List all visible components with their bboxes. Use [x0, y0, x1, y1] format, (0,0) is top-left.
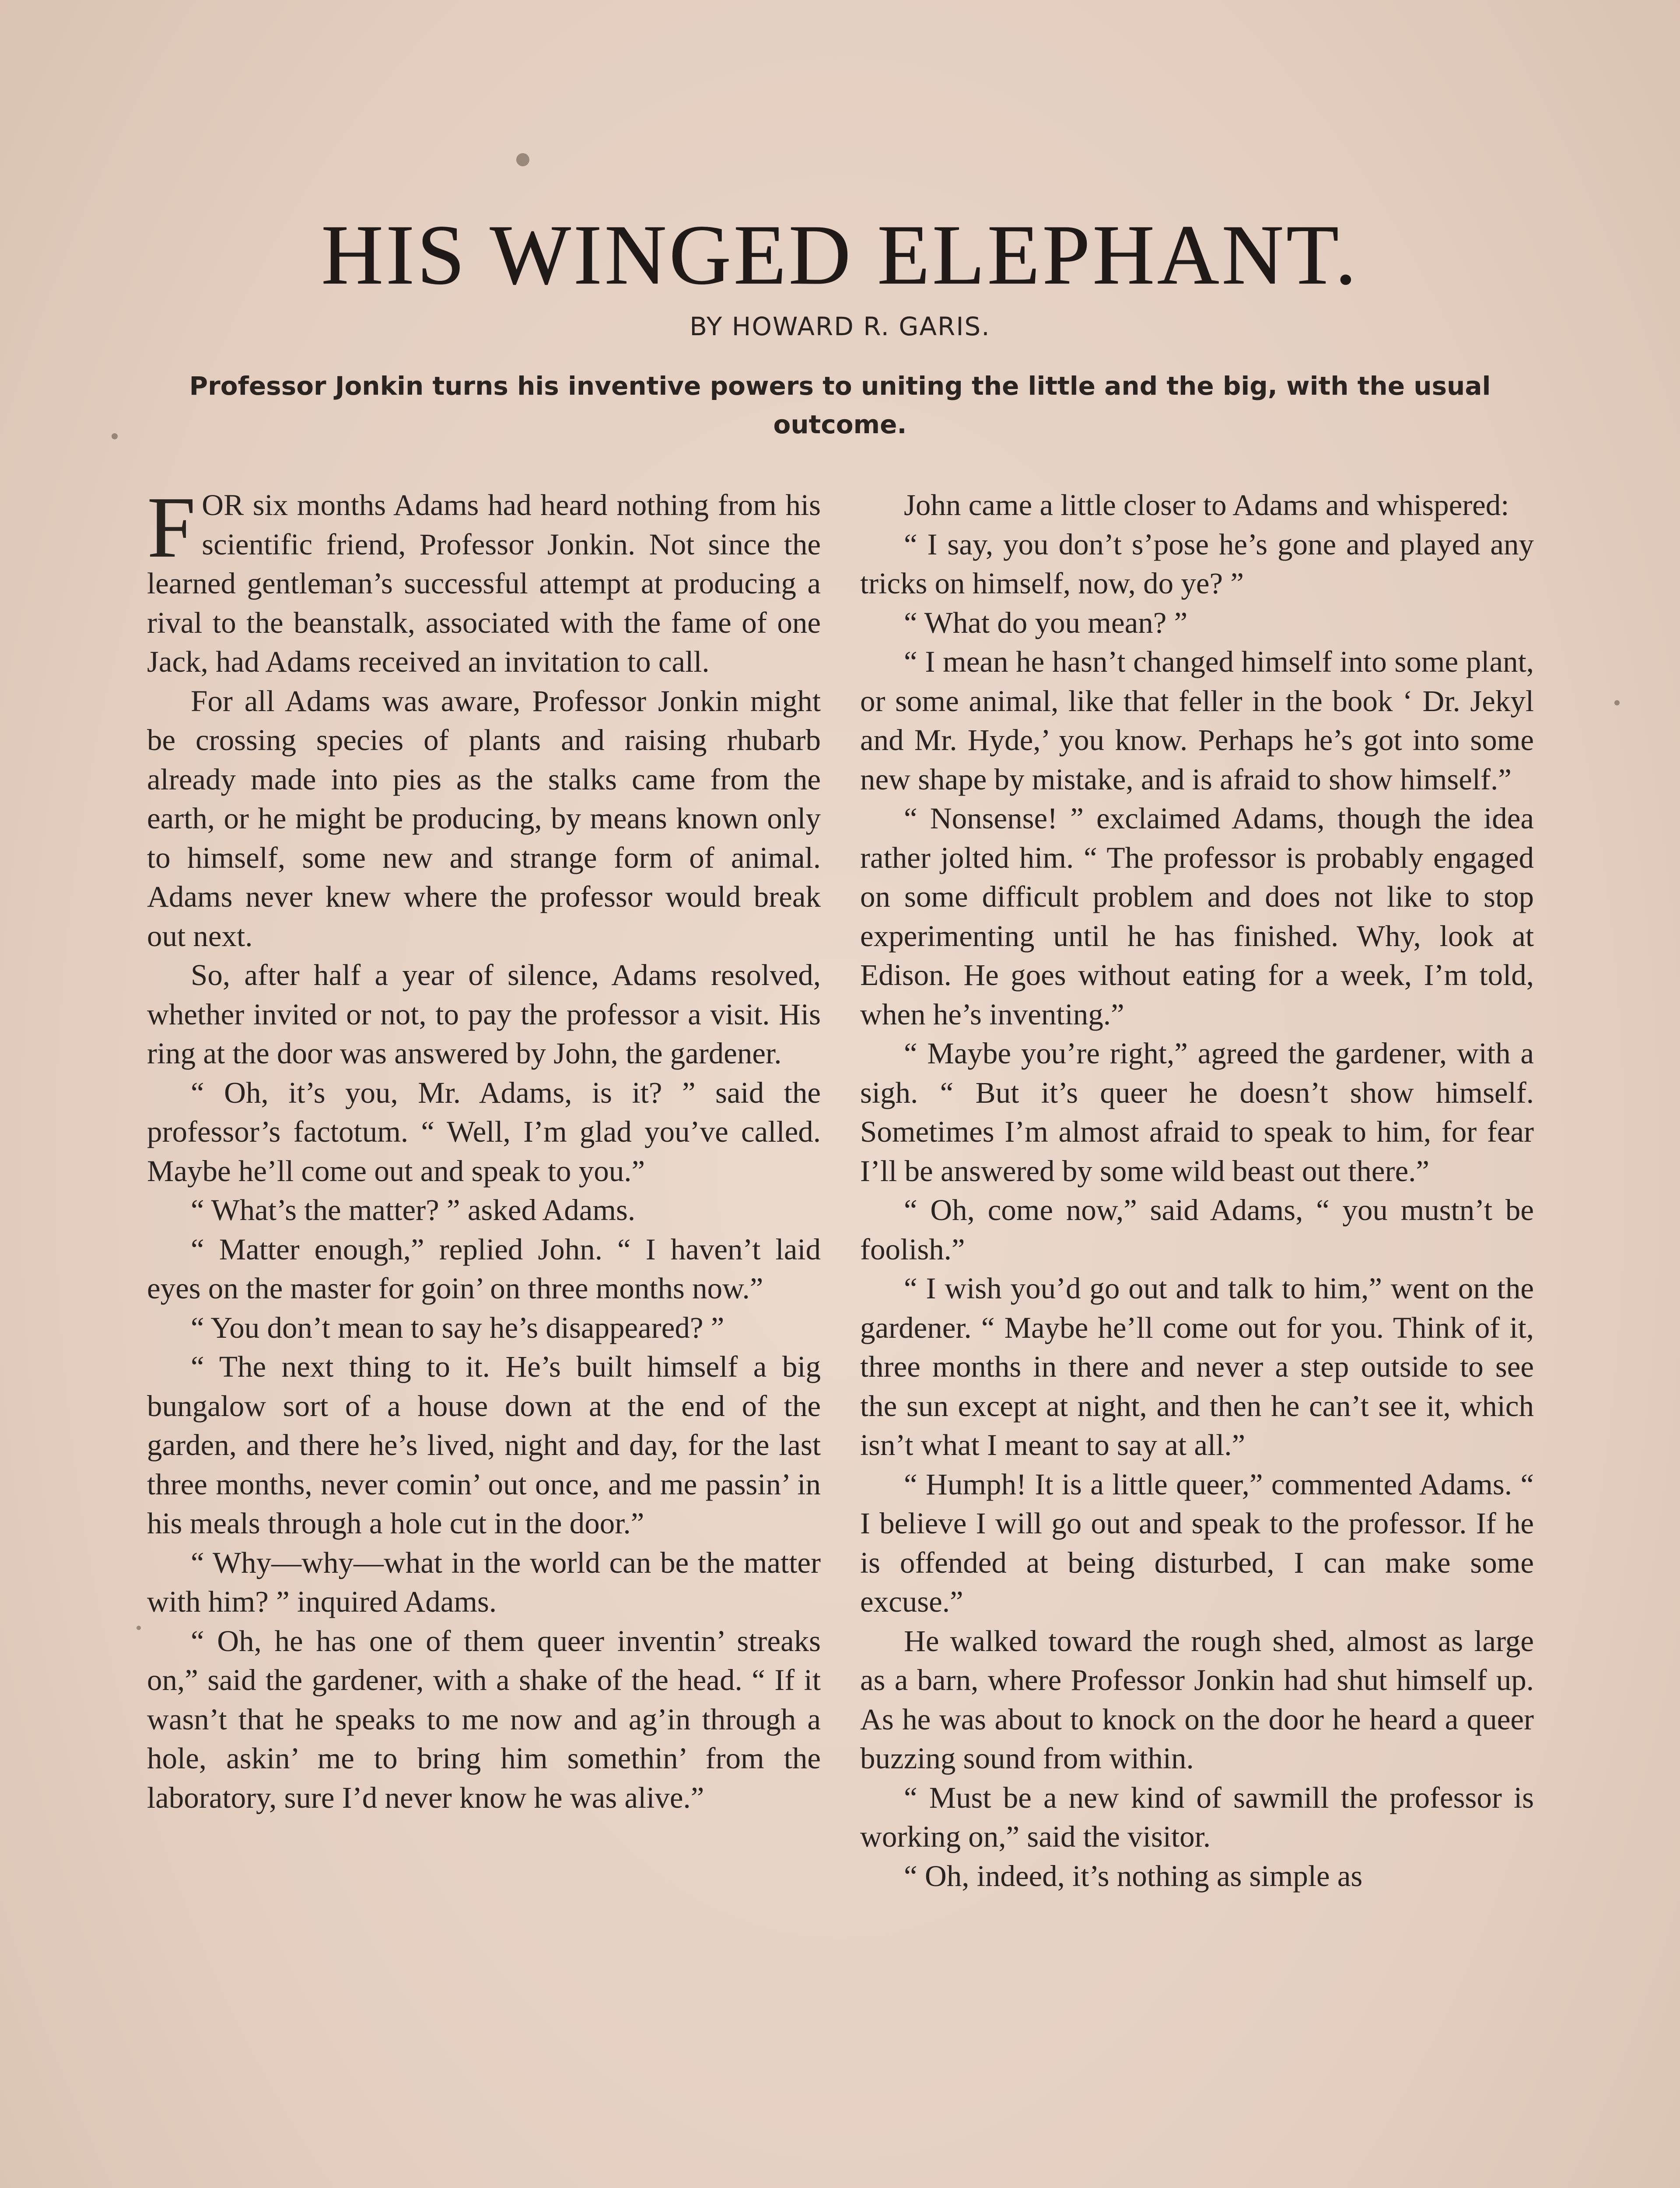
paragraph: “ Why—why—what in the world can be the matter with him? ” inquired Adams.	[147, 1546, 821, 1618]
paragraph: “ Oh, come now,” said Adams, “ you mustn’t be foolish.”	[860, 1193, 1534, 1266]
paper-speck	[136, 1626, 141, 1630]
paragraph	[147, 479, 821, 682]
paragraph: “ Must be a new kind of sawmill the professor is working on,” said the visitor.	[860, 1781, 1534, 1853]
paragraph: He walked toward the rough shed, almost as large as a barn, where Professor Jonkin had shut himself up. As he was about to knock on the door he heard a queer buzzing sound from within.	[860, 1624, 1534, 1775]
paragraph: “ You don’t mean to say he’s disappeared? ”	[191, 1311, 724, 1344]
paragraph: “ Humph! It is a little queer,” commented Adams. “ I believe I will go out and speak to the professor. If he is offended at being disturbed, I can make some excuse.”	[860, 1467, 1534, 1618]
paragraph: John came a little closer to Adams and whispered:	[904, 488, 1509, 522]
article-byline: BY HOWARD R. GARIS.	[690, 312, 990, 341]
article-title: HIS WINGED ELEPHANT.	[321, 207, 1359, 302]
paragraph: “ Nonsense! ” exclaimed Adams, though the idea rather jolted him. “ The professor is probably engaged on some difficult problem and does not like to stop experimenting until he has finished. Why, look at Edison. He goes without eating for a week, I’m told, when he’s inventing.”	[860, 802, 1534, 1031]
paragraph: “ Maybe you’re right,” agreed the gardener, with a sigh. “ But it’s queer he doesn’t show himself. Sometimes I’m almost afraid to speak to him, for fear I’ll be answered by some wild beast out there.”	[860, 1037, 1534, 1188]
paragraph: “ Oh, he has one of them queer inventin’ streaks on,” said the gardener, with a shake of the head. “ If it wasn’t that he speaks to me now and ag’in through a hole, askin’ me to bring him somethin’ from the laboratory, sure I’d never know he was alive.”	[147, 1624, 821, 1814]
paragraph: “ Oh, it’s you, Mr. Adams, is it? ” said the professor’s factotum. “ Well, I’m glad you’ve called. Maybe he’ll come out and speak to you.”	[147, 1076, 821, 1188]
paper-speck	[1614, 700, 1620, 705]
paragraph: “ I mean he hasn’t changed himself into some plant, or some animal, like that feller in the book ‘ Dr. Jekyl and Mr. Hyde,’ you know. Perhaps he’s got into some new shape by mistake, and is afraid to show himself.”	[860, 645, 1534, 796]
paragraph-text: OR six months Adams had heard nothing from his scientific friend, Professor Jonkin. Not since the learned gentleman’s successful attempt at producing a rival to the beanstalk, associated with the fame of one Jack, had Adams received an invitation to call.	[147, 488, 821, 678]
paragraph: For all Adams was aware, Professor Jonkin might be crossing species of plants and raising rhubarb already made into pies as the stalks came from the earth, or he might be producing, by means known only to himself, some new and strange form of animal. Adams never knew where the professor would break out next.	[147, 684, 821, 953]
left-column	[147, 479, 821, 1817]
right-column	[860, 486, 1534, 1896]
paper-speck	[112, 433, 118, 439]
paragraph: “ Oh, indeed, it’s nothing as simple as	[904, 1859, 1363, 1893]
paragraph: “ I wish you’d go out and talk to him,” went on the gardener. “ Maybe he’ll come out for you. Think of it, three months in there and never a step outside to see the sun except at night, and then he can’t see it, which isn’t what I meant to say at all.”	[860, 1272, 1534, 1462]
paragraph: “ What do you mean? ”	[904, 606, 1188, 639]
article-deck: Professor Jonkin turns his inventive powers to uniting the little and the big, with the usual outcome.	[189, 371, 1491, 439]
paragraph: “ What’s the matter? ” asked Adams.	[191, 1193, 636, 1227]
paragraph: “ I say, you don’t s’pose he’s gone and played any tricks on himself, now, do ye? ”	[860, 527, 1534, 600]
drop-cap: F	[147, 479, 196, 576]
paragraph: “ Matter enough,” replied John. “ I haven’t laid eyes on the master for goin’ on three months now.”	[147, 1232, 821, 1305]
paper-speck	[516, 153, 529, 166]
paragraph: “ The next thing to it. He’s built himself a big bungalow sort of a house down at the end of the garden, and there he’s lived, night and day, for the last three months, never comin’ out once, and me passin’ in his meals through a hole cut in the door.”	[147, 1350, 821, 1540]
paragraph: So, after half a year of silence, Adams resolved, whether invited or not, to pay the professor a visit. His ring at the door was answered by John, the gardener.	[147, 958, 821, 1070]
